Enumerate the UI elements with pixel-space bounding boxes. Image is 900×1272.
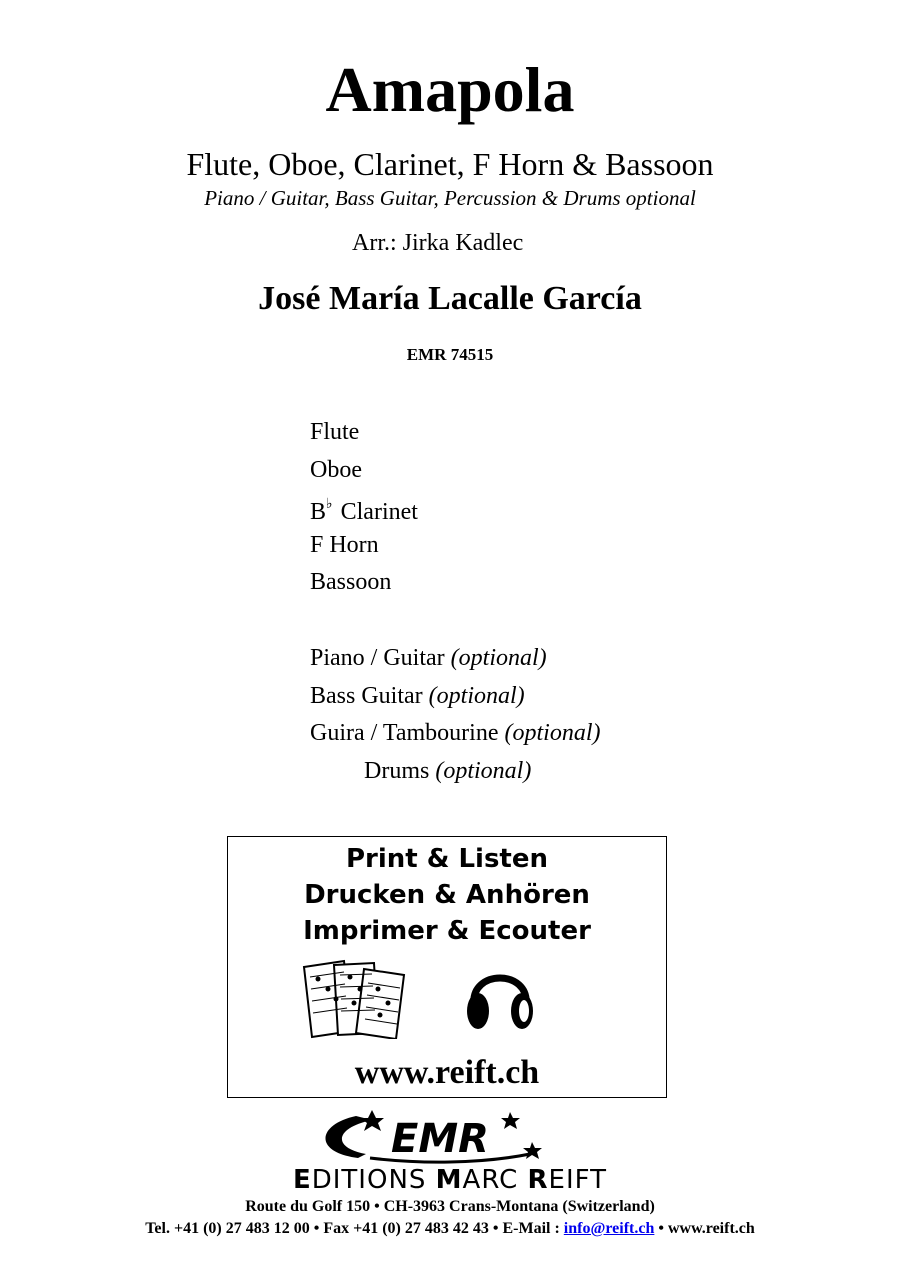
publisher-initial: M [435, 1165, 463, 1195]
contact-website: • www.reift.ch [654, 1220, 755, 1237]
optional-tag: (optional) [428, 682, 525, 709]
part-drums [310, 755, 601, 793]
instrumentation-line: Flute, Oboe, Clarinet, F Horn & Bassoon [186, 146, 714, 182]
part-horn: F Horn [310, 531, 379, 558]
emr-logo [310, 1108, 590, 1166]
sheet-music-icon [300, 959, 412, 1039]
catalog-number: EMR 74515 [406, 345, 494, 364]
publisher-contact [0, 1218, 900, 1240]
promo-line-english: Print & Listen [345, 844, 549, 874]
clarinet-label: Clarinet [334, 499, 418, 526]
print-listen-box [227, 836, 667, 1098]
publisher-initial: E [292, 1165, 312, 1195]
page-title: Amapola [325, 54, 575, 125]
part-clarinet [310, 491, 601, 529]
publisher-part: DITIONS [311, 1165, 436, 1195]
clarinet-key: B [310, 499, 327, 526]
part-oboe: Oboe [310, 456, 362, 483]
logo-text: EMR [391, 1116, 489, 1162]
arranger-credit: Arr.: Jirka Kadlec [352, 230, 524, 256]
part-flute: Flute [310, 419, 360, 445]
promo-website[interactable]: www.reift.ch [354, 1054, 540, 1091]
parts-list [310, 416, 601, 792]
publisher-part: ARC [462, 1165, 528, 1195]
part-label: Guira / Tambourine [310, 720, 505, 747]
flat-sign: ♭ [326, 497, 333, 513]
optional-instruments-line: Piano / Guitar, Bass Guitar, Percussion & Drums optional [204, 186, 696, 210]
publisher-initial: R [527, 1165, 549, 1195]
part-label: Drums [364, 757, 436, 784]
part-piano-guitar [310, 642, 601, 680]
composer-name: José María Lacalle García [258, 280, 642, 317]
contact-phone-fax: Tel. +41 (0) 27 483 12 00 • Fax +41 (0) 27 483 42 43 • E-Mail : [145, 1220, 564, 1237]
promo-line-german: Drucken & Anhören [304, 880, 590, 910]
publisher-part: EIFT [548, 1165, 608, 1195]
promo-line-french: Imprimer & Ecouter [303, 916, 591, 946]
part-label: Piano / Guitar [310, 644, 451, 671]
publisher-name [0, 1164, 900, 1196]
part-guira-tambourine [310, 717, 601, 755]
publisher-address: Route du Golf 150 • CH-3963 Crans-Montana (Switzerland) [245, 1198, 655, 1215]
optional-tag: (optional) [504, 720, 601, 747]
headphones-icon [464, 959, 536, 1035]
email-link[interactable]: info@reift.ch [563, 1220, 655, 1237]
optional-tag: (optional) [450, 644, 547, 671]
optional-tag: (optional) [435, 757, 532, 784]
part-bass-guitar [310, 680, 601, 718]
part-bassoon: Bassoon [310, 569, 392, 596]
part-label: Bass Guitar [310, 682, 429, 709]
